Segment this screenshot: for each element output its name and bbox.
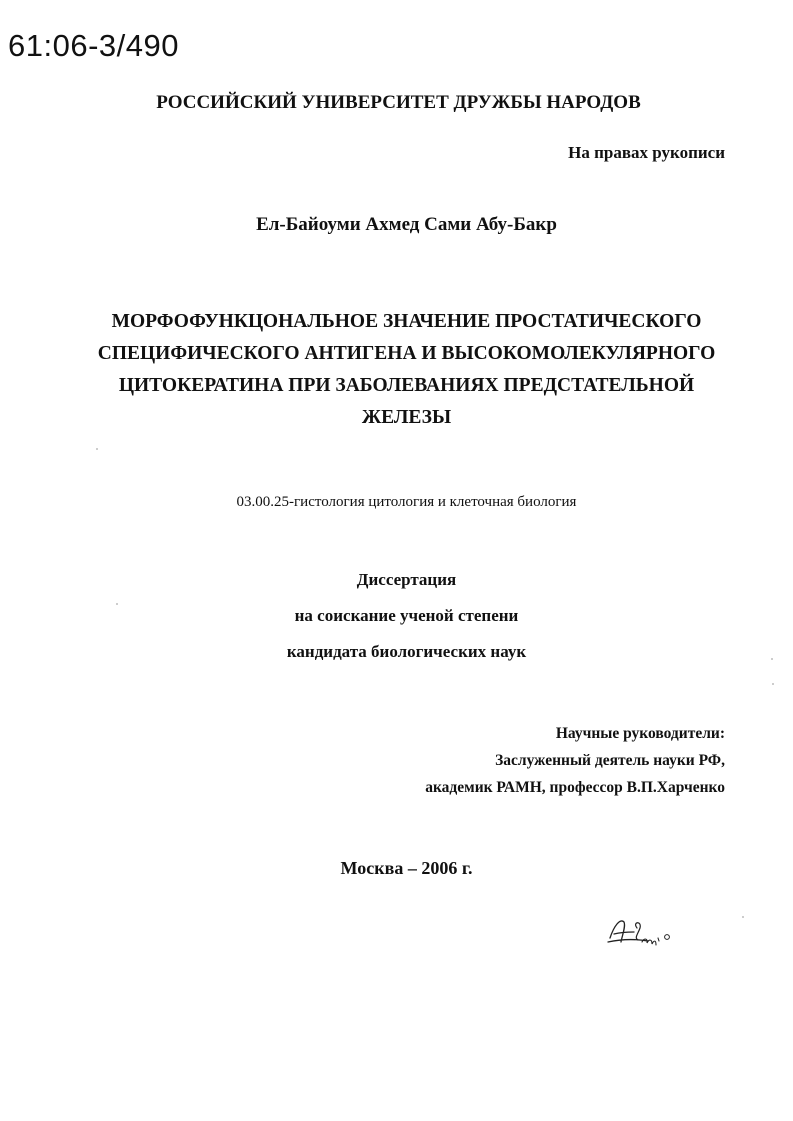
supervisor-line: академик РАМН, профессор В.П.Харченко	[425, 779, 725, 796]
scan-speck	[771, 658, 773, 660]
handwritten-signature	[604, 908, 680, 960]
degree-line: Диссертация	[356, 570, 457, 589]
manuscript-rights-note: На правах рукописи	[568, 143, 725, 162]
title-line: ЖЕЛЕЗЫ	[361, 407, 452, 428]
supervisors-heading: Научные руководители:	[555, 725, 725, 742]
scan-speck	[742, 916, 744, 918]
archive-code: 61:06-3/490	[8, 28, 179, 63]
title-line: ЦИТОКЕРАТИНА ПРИ ЗАБОЛЕВАНИЯХ ПРЕДСТАТЕЛЬНОЙ	[118, 375, 695, 396]
scan-speck	[96, 448, 98, 450]
degree-line: кандидата биологических наук	[286, 642, 527, 661]
supervisor-line: Заслуженный деятель науки РФ,	[495, 752, 725, 769]
degree-line: на соискание ученой степени	[294, 606, 519, 625]
scan-speck	[116, 603, 118, 605]
title-line: МОРФОФУНКЦОНАЛЬНОЕ ЗНАЧЕНИЕ ПРОСТАТИЧЕСКОГО	[111, 311, 702, 332]
university-name: РОССИЙСКИЙ УНИВЕРСИТЕТ ДРУЖБЫ НАРОДОВ	[156, 92, 641, 113]
title-line: СПЕЦИФИЧЕСКОГО АНТИГЕНА И ВЫСОКОМОЛЕКУЛЯРНОГО	[97, 343, 716, 364]
city-and-year: Москва – 2006 г.	[340, 858, 473, 878]
scan-speck	[772, 683, 774, 685]
degree-statement	[10, 562, 793, 670]
supervisors-block	[425, 720, 725, 801]
author-name: Ел-Байоуми Ахмед Сами Абу-Бакр	[256, 214, 557, 235]
dissertation-title	[10, 306, 793, 434]
specialty-code: 03.00.25-гистология цитология и клеточная биология	[236, 494, 577, 510]
